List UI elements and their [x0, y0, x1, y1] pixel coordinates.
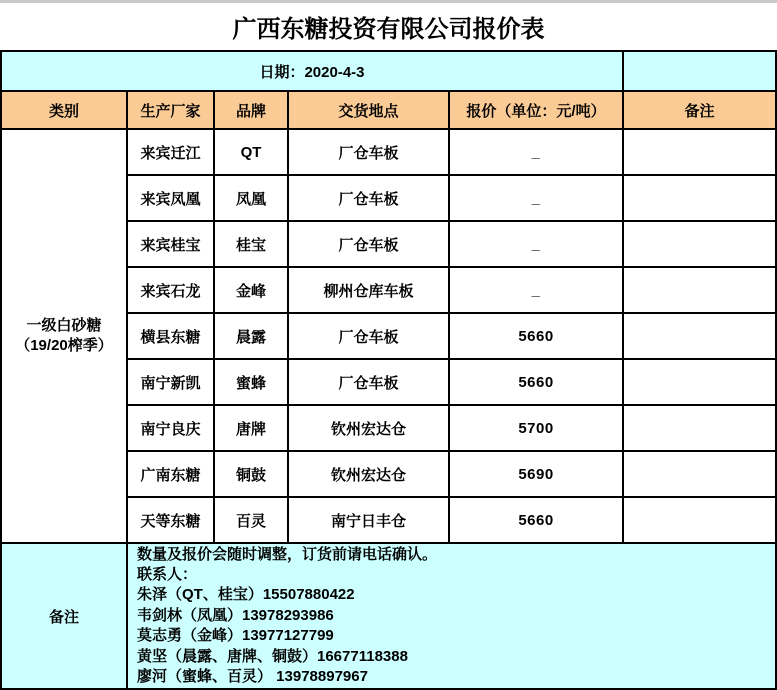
brand-cell: QT — [215, 130, 287, 174]
factory-cell: 来宾桂宝 — [128, 222, 213, 266]
note-line: 联系人： — [137, 565, 198, 583]
location-cell: 南宁日丰仓 — [289, 498, 448, 542]
header-category: 类别 — [2, 92, 126, 128]
price-cell: 5660 — [450, 314, 622, 358]
category-line2: （19/20榨季） — [15, 337, 113, 354]
location-cell: 钦州宏达仓 — [289, 406, 448, 450]
remark-cell — [624, 452, 775, 496]
location-cell: 厂仓车板 — [289, 130, 448, 174]
note-line: 莫志勇（金峰）13977127799 — [137, 627, 334, 645]
quotation-table — [0, 50, 777, 690]
header-location: 交货地点 — [289, 92, 448, 128]
remark-cell — [624, 498, 775, 542]
factory-cell: 横县东糖 — [128, 314, 213, 358]
brand-cell: 唐牌 — [215, 406, 287, 450]
note-line: 黄坚（晨露、唐牌、铜鼓）16677118388 — [137, 647, 408, 665]
price-cell: _ — [450, 130, 622, 174]
footer-remark-label: 备注 — [2, 544, 126, 688]
location-cell: 厂仓车板 — [289, 222, 448, 266]
remark-cell — [624, 176, 775, 220]
price-cell: 5690 — [450, 452, 622, 496]
page-title: 广西东糖投资有限公司报价表 — [232, 16, 545, 43]
note-line: 朱泽（QT、桂宝）15507880422 — [137, 586, 355, 604]
brand-cell: 金峰 — [215, 268, 287, 312]
factory-cell: 来宾凤凰 — [128, 176, 213, 220]
location-cell: 厂仓车板 — [289, 314, 448, 358]
header-factory: 生产厂家 — [128, 92, 213, 128]
factory-cell: 南宁良庆 — [128, 406, 213, 450]
factory-cell: 来宾石龙 — [128, 268, 213, 312]
remark-cell — [624, 360, 775, 404]
price-cell: 5660 — [450, 360, 622, 404]
footer-notes-lines — [137, 545, 437, 688]
remark-cell — [624, 406, 775, 450]
price-cell: _ — [450, 268, 622, 312]
factory-cell: 来宾迁江 — [128, 130, 213, 174]
remark-cell — [624, 268, 775, 312]
price-cell: 5700 — [450, 406, 622, 450]
location-cell: 厂仓车板 — [289, 360, 448, 404]
title-row — [0, 3, 777, 50]
location-cell: 钦州宏达仓 — [289, 452, 448, 496]
brand-cell: 蜜蜂 — [215, 360, 287, 404]
brand-cell: 百灵 — [215, 498, 287, 542]
date-label: 日期：2020-4-3 — [259, 63, 365, 81]
header-remark: 备注 — [624, 92, 775, 128]
factory-cell: 南宁新凯 — [128, 360, 213, 404]
location-cell: 柳州仓库车板 — [289, 268, 448, 312]
price-cell: _ — [450, 222, 622, 266]
factory-cell: 天等东糖 — [128, 498, 213, 542]
footer-notes — [128, 544, 775, 688]
brand-cell: 桂宝 — [215, 222, 287, 266]
brand-cell: 凤凰 — [215, 176, 287, 220]
remark-cell — [624, 130, 775, 174]
category-cell — [2, 130, 126, 542]
note-line: 韦剑林（凤凰）13978293986 — [137, 606, 334, 624]
note-line: 廖河（蜜蜂、百灵） 13978897967 — [137, 668, 368, 686]
remark-cell — [624, 314, 775, 358]
factory-cell: 广南东糖 — [128, 452, 213, 496]
brand-cell: 铜鼓 — [215, 452, 287, 496]
price-cell: 5660 — [450, 498, 622, 542]
category-line1: 一级白砂糖 — [26, 316, 102, 334]
date-cell — [2, 52, 622, 90]
price-cell: _ — [450, 176, 622, 220]
note-line: 数量及报价会随时调整，订货前请电话确认。 — [137, 545, 438, 563]
location-cell: 厂仓车板 — [289, 176, 448, 220]
header-brand: 品牌 — [215, 92, 287, 128]
header-price: 报价（单位：元/吨） — [450, 92, 622, 128]
remark-cell — [624, 222, 775, 266]
brand-cell: 晨露 — [215, 314, 287, 358]
date-side-cell — [624, 52, 775, 90]
